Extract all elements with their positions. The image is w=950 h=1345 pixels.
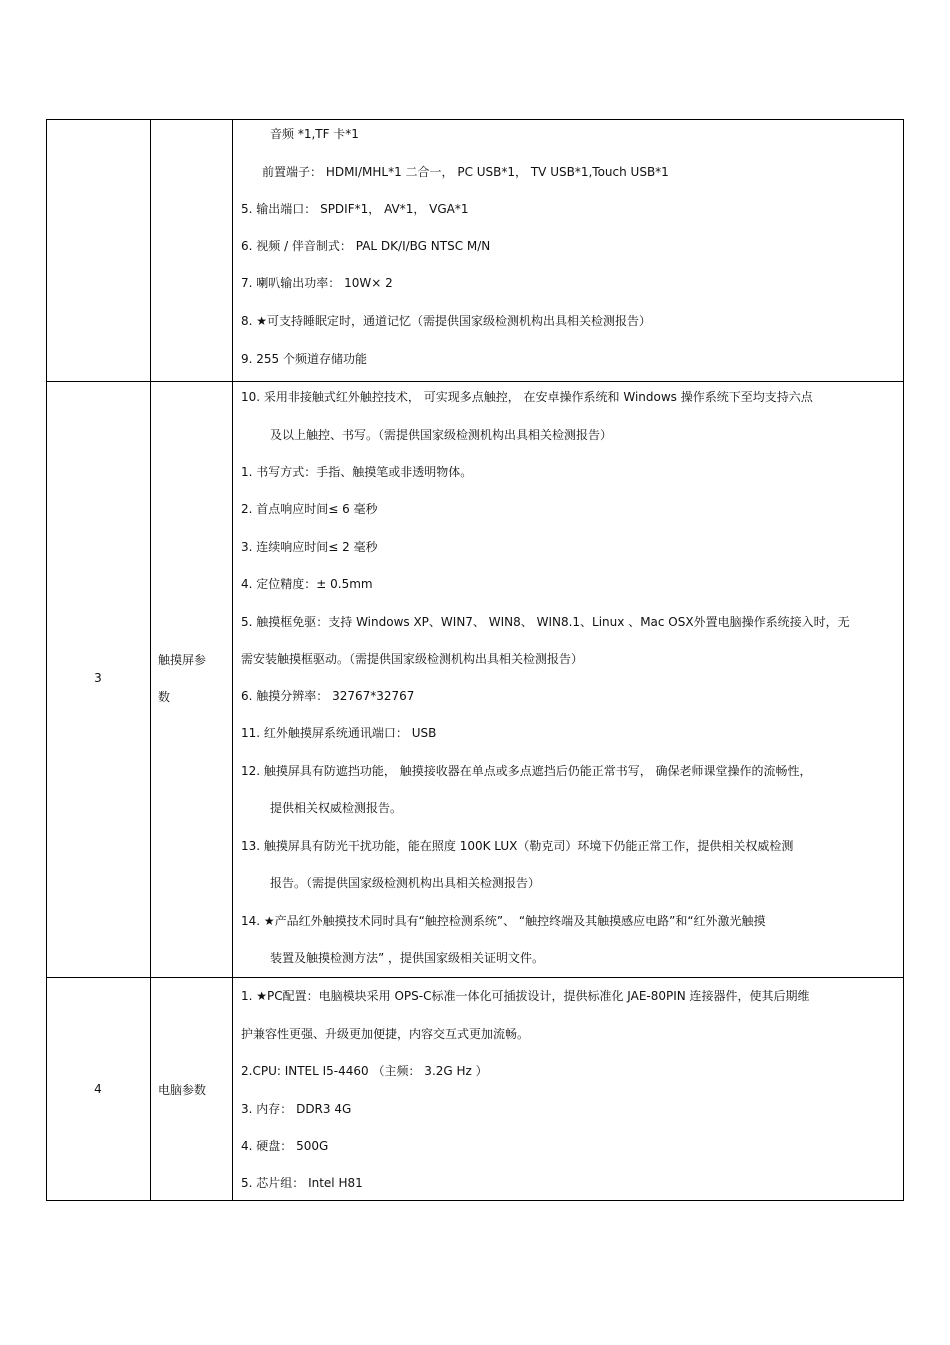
- row-divider: [46, 977, 904, 978]
- spec-line: 提供相关权威检测报告。: [270, 801, 403, 815]
- spec-line: 14. ★产品红外触摸技术同时具有“触控检测系统”、 “触控终端及其触摸感应电路”和“红外激光触摸: [241, 914, 766, 928]
- spec-line: 13. 触摸屏具有防光干扰功能，能在照度 100K LUX（勒克司）环境下仍能正常工作，提供相关权威检测: [241, 839, 794, 853]
- spec-line: 5. 输出端口： SPDIF*1， AV*1， VGA*1: [241, 202, 469, 216]
- spec-line: 7. 喇叭输出功率： 10W× 2: [241, 276, 393, 290]
- spec-line: 前置端子： HDMI/MHL*1 二合一， PC USB*1， TV USB*1,Touch USB*1: [262, 165, 669, 179]
- spec-line: 2.CPU: INTEL I5-4460 （主频： 3.2G Hz ）: [241, 1064, 488, 1078]
- table-bottom-border: [46, 1200, 904, 1201]
- table-top-border: [46, 119, 904, 120]
- spec-line: 5. 芯片组： Intel H81: [241, 1176, 363, 1190]
- row-category-cont: 数: [158, 690, 171, 704]
- spec-line: 1. ★PC配置：电脑模块采用 OPS-C标准一体化可插拔设计，提供标准化 JAE-80PIN 连接器件，使其后期维: [241, 989, 810, 1003]
- spec-line: 2. 首点响应时间≤ 6 毫秒: [241, 502, 378, 516]
- row-category: 触摸屏参: [158, 653, 207, 667]
- column-divider: [232, 119, 233, 1201]
- column-divider: [150, 119, 151, 1201]
- row-number: 4: [94, 1082, 102, 1096]
- spec-line: 报告。（需提供国家级检测机构出具相关检测报告）: [270, 876, 541, 890]
- table-left-border: [46, 119, 47, 1201]
- row-divider: [46, 381, 904, 382]
- spec-line: 4. 定位精度：± 0.5mm: [241, 577, 373, 591]
- spec-line: 3. 内存： DDR3 4G: [241, 1102, 352, 1116]
- spec-line: 需安装触摸框驱动。（需提供国家级检测机构出具相关检测报告）: [241, 652, 584, 666]
- spec-line: 8. ★可支持睡眠定时，通道记忆（需提供国家级检测机构出具相关检测报告）: [241, 314, 652, 328]
- row-number: 3: [94, 671, 102, 685]
- spec-line: 1. 书写方式：手指、触摸笔或非透明物体。: [241, 465, 473, 479]
- spec-line: 3. 连续响应时间≤ 2 毫秒: [241, 540, 378, 554]
- spec-line: 11. 红外触摸屏系统通讯端口： USB: [241, 726, 437, 740]
- spec-line: 音频 *1,TF 卡*1: [270, 127, 359, 141]
- table-right-border: [903, 119, 904, 1201]
- spec-line: 12. 触摸屏具有防遮挡功能， 触摸接收器在单点或多点遮挡后仍能正常书写， 确保老师课堂操作的流畅性，: [241, 764, 812, 778]
- spec-line: 及以上触控、书写。（需提供国家级检测机构出具相关检测报告）: [270, 428, 613, 442]
- spec-line: 6. 视频 / 伴音制式： PAL DK/I/BG NTSC M/N: [241, 239, 491, 253]
- spec-line: 9. 255 个频道存储功能: [241, 352, 367, 366]
- spec-line: 装置及触摸检测方法” ，提供国家级相关证明文件。: [270, 951, 545, 965]
- spec-line: 5. 触摸框免驱：支持 Windows XP、WIN7、 WIN8、 WIN8.1、Linux 、Mac OSX外置电脑操作系统接入时，无: [241, 615, 850, 629]
- row-category: 电脑参数: [158, 1083, 207, 1097]
- spec-line: 护兼容性更强、升级更加便捷，内容交互式更加流畅。: [241, 1027, 530, 1041]
- spec-line: 6. 触摸分辨率： 32767*32767: [241, 689, 415, 703]
- spec-line: 10. 采用非接触式红外触控技术， 可实现多点触控， 在安卓操作系统和 Windows 操作系统下至均支持六点: [241, 390, 813, 404]
- spec-line: 4. 硬盘： 500G: [241, 1139, 329, 1153]
